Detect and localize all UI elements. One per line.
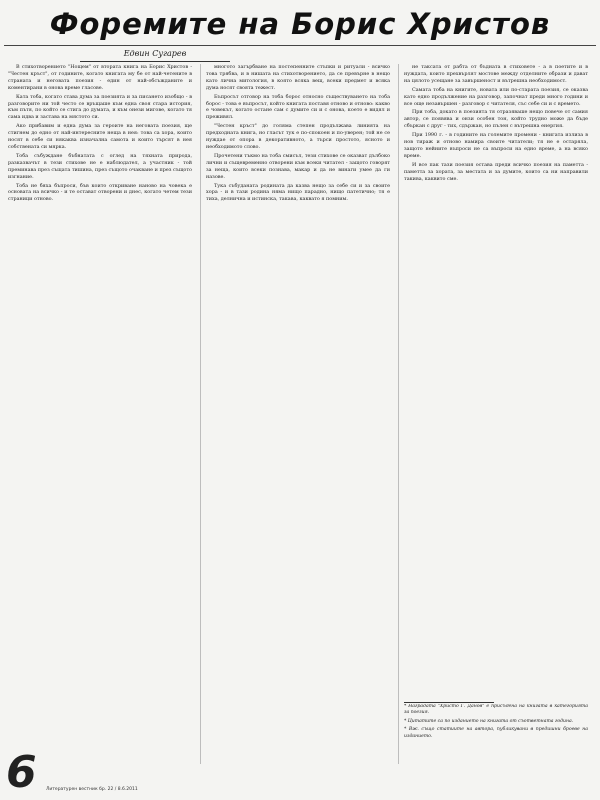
footnote: * Вж. също статиите на автора, публикувани в предишни броеве на изданието.	[404, 727, 588, 739]
paragraph: "Честен кръст" до голяма степен продължава линията на предходната книга, но гласът тук е по-спокоен и по-уверен; той не се нуждае от опора в декоративното, а търси простото, ясното и необходимото слово.	[206, 123, 390, 150]
paragraph: Самата тоба на книгите, новата или по-старата поезия, се оказва като едно продължение на разговор, започнат преди много години и все още незавършен - разговор с читателя, със себе си и с времето.	[404, 86, 588, 107]
footnote: * Цитатите са по изданието на книгата от съответната година.	[404, 718, 574, 724]
paragraph: Ката тоба, когато става дума за поезията и за писането изобщо - в разговорите ни той често се връщаше към една своя стара история, към пътя, по който се стига до думата, и към онези мигове, когато тя сама идва и застава на мястото си.	[8, 93, 192, 121]
paragraph: Ако прибавим и една дума за героите на неговата поезия, ще стигнем до едно от най-интересните неща в нея: това са хора, които носят в себе си някаква изначална самота и които търсят в нея собствената си мярка.	[8, 123, 192, 150]
paragraph: Тука събуданата родината да казва нещо за себе си и за своите хора - и в тази родина няма нищо парадно, нищо патетично; тя е тиха, делнична и истинска, такава, каквато я помним.	[206, 182, 390, 203]
column-divider	[398, 64, 399, 764]
column-divider	[200, 64, 201, 764]
paragraph: И все пак тази поезия остава преди всичко поезия на паметта - паметта за хората, за местата и за думите, които са ни направили такива, каквито сме.	[404, 161, 588, 182]
running-footer: Литературен вестник бр. 22 / 8.6.2011	[46, 787, 138, 792]
paragraph: Тоба не бяха бъпроси, бъв които откриване наново на човека е основата на всичко - и те остават отворени и днес, когато четем тези страници отново.	[8, 182, 192, 203]
headline: Форемите на Борис Христов	[49, 7, 551, 41]
article-column-3	[404, 64, 588, 698]
byline-rule	[80, 61, 230, 62]
headline-rule	[4, 45, 596, 46]
paragraph: не таксата от рабта от бъдната в стиховете - а в поетите и в нуждата, които прехвърлят мостове между отделните образи и дават на цялото усещане за завършеност и вътрешна необходимост.	[404, 64, 588, 84]
paragraph: многото загърбване на постепенните стъпки и ритуали - всичко това трябва, и в нишата на стихотворението, да се превърне в нещо като лична митология, в която всяка вещ, всеки предмет и всяка дума носят своята тежест.	[206, 64, 390, 91]
paragraph: При тоба, докато в поезията тя отразяваше нещо повече от самия автор, се появява и онзи особен тон, който трудно може да бъде сбъркан с друг - тих, сдържан, но пълен с вътрешна енергия.	[404, 109, 588, 130]
paragraph: Прочетени тъкмо на тоба смисъл, тези стихове се оказват дълбоко лични и същевременно отворени към всеки читател - защото говорят за неща, които всеки познава, макар и да не винаги умее да ги назове.	[206, 152, 390, 180]
page-number: 6	[6, 747, 37, 798]
footnotes	[404, 704, 588, 782]
footnote: * Наградата "Христо Г. Данов" е присъдена на книгата в категорията за поезия.	[404, 704, 588, 716]
paragraph: Бъпросът отговор на тоба борос относно съществуването на тоба борос - това е въпросът, който книгата поставя отново и отново: какво е човекът, когато остане сам с думите си и с онова, което е видял и преживял.	[206, 93, 390, 121]
article-column-1	[8, 64, 192, 754]
paragraph: Тоба събуждане бъбнатата с оглед на тяхната природа, разказвачът в тези стихове не е наблюдател, а участник - той преминава през същата тишина, през същото очакване и през същото изгнание.	[8, 152, 192, 180]
footnote-rule	[404, 702, 494, 703]
paragraph: В стихотворението "Нощем" от втората книга на Борис Христов - "Честен кръст", от годините, когато книгата му бе от най-четените в страната и неговата поезия - един от най-обсъжданите и коментирани в онова време гласове.	[8, 64, 192, 91]
article-column-2	[206, 64, 390, 754]
paragraph: При 1990 г. - в годините на големите промени - книгата излиза в нов тираж и отново намира своите читатели; тя не е остаряла, защото нейните въпроси не са въпроси на едно време, а на всяко време.	[404, 132, 588, 159]
byline: Едвин Сугарев	[123, 49, 187, 58]
